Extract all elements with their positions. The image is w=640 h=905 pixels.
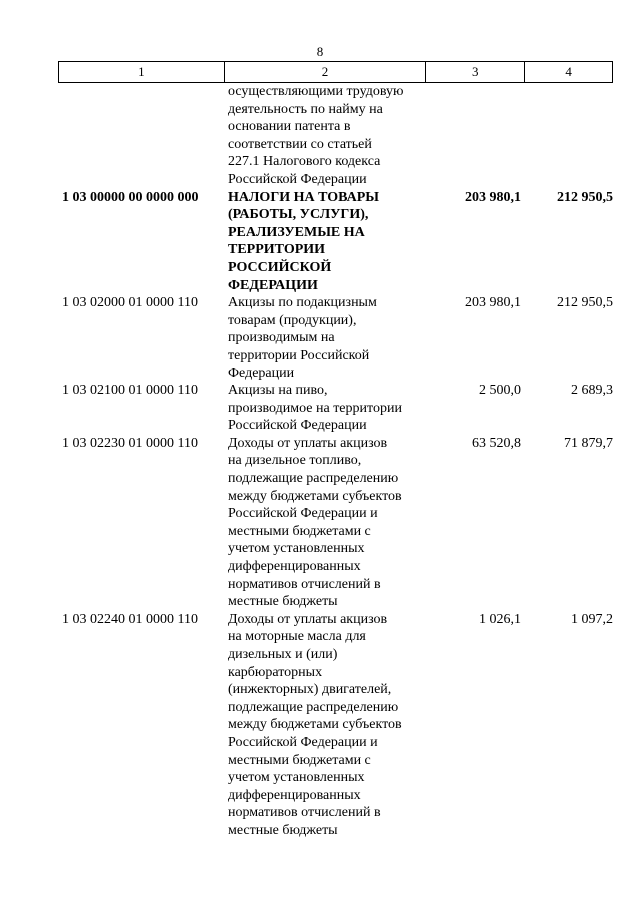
column-header-4: 4 [525, 62, 613, 82]
row-value-1: 203 980,1 [465, 189, 521, 205]
row-code: 1 03 02230 01 0000 110 [62, 435, 198, 451]
column-header-2: 2 [225, 62, 427, 82]
budget-table [58, 61, 613, 840]
table-header [58, 61, 613, 83]
row-value-1: 2 500,0 [479, 383, 521, 399]
column-header-1: 1 [59, 62, 225, 82]
row-name: Доходы от уплаты акцизов на моторные масла для дизельных и (или) карбюраторных (инжекторных) двигателей, подлежащие распределению между бюджетами субъектов Российской Федерации и местными бюджетами с учетом установленных дифференцированных нормативов отчислений в местные бюджеты [228, 611, 402, 838]
row-code [58, 83, 224, 189]
table-row [58, 611, 613, 840]
row-value-2: 212 950,5 [557, 189, 613, 205]
row-name: Доходы от уплаты акцизов на дизельное топливо, подлежащие распределению между бюджетами субъектов Российской Федерации и местными бюджетами с учетом установленных дифференцированных нормативов отчислений в местные бюджеты [228, 435, 402, 610]
row-value-2: 1 097,2 [571, 611, 613, 627]
row-value-1 [426, 83, 525, 189]
row-value-2: 2 689,3 [571, 383, 613, 399]
row-value-1: 1 026,1 [479, 611, 521, 627]
table-row [58, 382, 613, 435]
row-code: 1 03 02240 01 0000 110 [62, 611, 198, 627]
row-value-2 [525, 83, 613, 189]
column-header-3: 3 [426, 62, 525, 82]
row-name: осуществляющими трудовую деятельность по найму на основании патента в соответствии со статьей 227.1 Налогового кодекса Российской Федерации [228, 84, 404, 187]
page-number: 8 [316, 44, 324, 59]
row-value-2: 212 950,5 [557, 295, 613, 311]
table-body [58, 83, 613, 840]
row-value-2: 71 879,7 [564, 435, 613, 451]
row-value-1: 63 520,8 [472, 435, 521, 451]
table-row [58, 294, 613, 382]
row-name: Акцизы на пиво, производимое на территории Российской Федерации [228, 383, 402, 434]
row-name: НАЛОГИ НА ТОВАРЫ (РАБОТЫ, УСЛУГИ), РЕАЛИЗУЕМЫЕ НА ТЕРРИТОРИИ РОССИЙСКОЙ ФЕДЕРАЦИИ [228, 189, 380, 293]
table-row [58, 83, 613, 189]
row-name: Акцизы по подакцизным товарам (продукции), производимым на территории Российской Федерации [228, 295, 377, 381]
row-code: 1 03 02000 01 0000 110 [62, 295, 198, 311]
row-value-1: 203 980,1 [465, 295, 521, 311]
row-code: 1 03 02100 01 0000 110 [62, 383, 198, 399]
table-row [58, 189, 613, 295]
row-code: 1 03 00000 00 0000 000 [62, 189, 199, 205]
table-row [58, 435, 613, 611]
